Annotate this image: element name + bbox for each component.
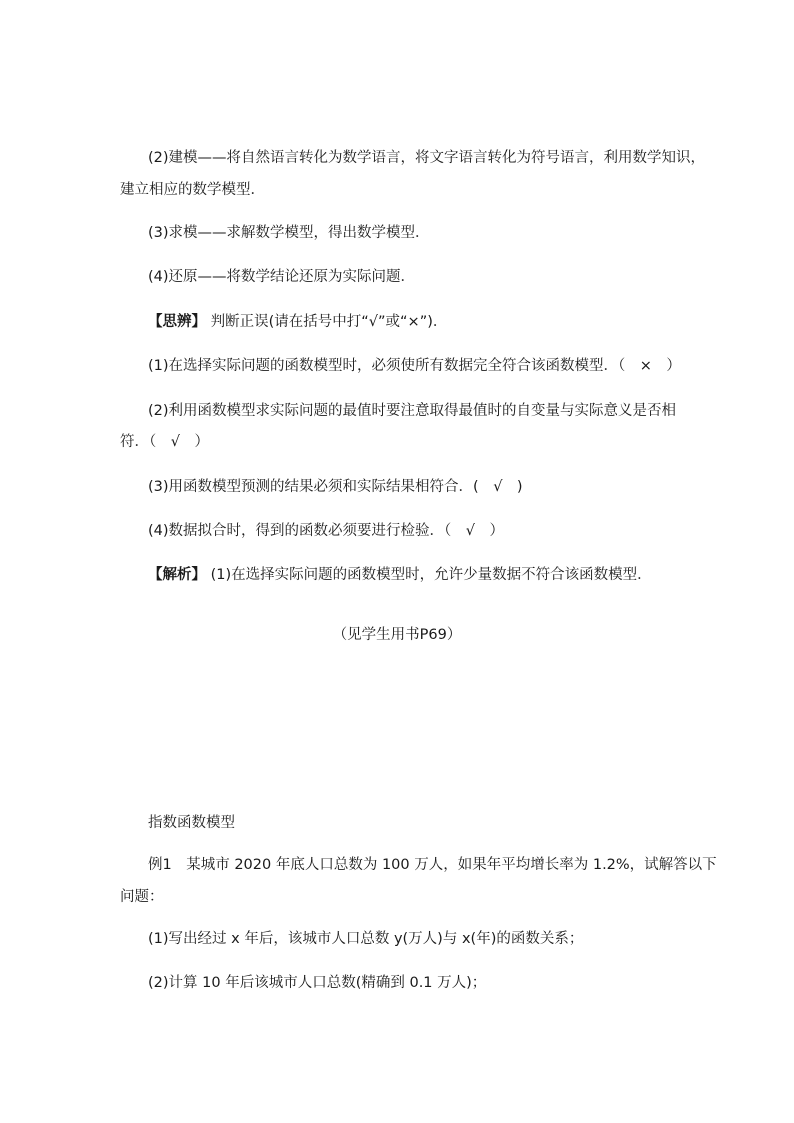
judgment-2-line2: 符．（ √ ） xyxy=(120,434,209,450)
example-question-2: (2)计算 10 年后该城市人口总数(精确到 0.1 万人)； xyxy=(148,975,487,991)
paragraph-modeling-line2: 建立相应的数学模型． xyxy=(120,182,265,198)
paragraph-solve: (3)求模——求解数学模型，得出数学模型． xyxy=(148,225,430,241)
judgment-1: (1)在选择实际问题的函数模型时，必须使所有数据完全符合该函数模型．（ × ） xyxy=(148,358,681,374)
paragraph-restore: (4)还原——将数学结论还原为实际问题． xyxy=(148,269,416,285)
example-question-1: (1)写出经过 x 年后，该城市人口总数 y(万人)与 x(年)的函数关系； xyxy=(148,931,584,947)
jiexi-tag: 【解析】 xyxy=(148,567,206,583)
judgment-3: (3)用函数模型预测的结果必须和实际结果相符合．( √ ) xyxy=(148,479,523,495)
jiexi-paragraph xyxy=(148,566,652,584)
example-line2: 问题： xyxy=(120,889,164,905)
sibian-text: 判断正误(请在括号中打“√”或“×”)． xyxy=(206,314,448,330)
example-line1: 例1 某城市 2020 年底人口总数为 100 万人，如果年平均增长率为 1.2%，试解答以下 xyxy=(148,857,717,873)
student-book-reference: （见学生用书P69） xyxy=(332,627,462,643)
sibian-heading xyxy=(148,313,447,331)
jiexi-text: (1)在选择实际问题的函数模型时，允许少量数据不符合该函数模型． xyxy=(206,567,652,583)
judgment-2-line1: (2)利用函数模型求实际问题的最值时要注意取得最值时的自变量与实际意义是否相 xyxy=(148,403,677,419)
paragraph-modeling-line1: (2)建模——将自然语言转化为数学语言，将文字语言转化为符号语言，利用数学知识， xyxy=(148,150,706,166)
judgment-4: (4)数据拟合时，得到的函数必须要进行检验．（ √ ） xyxy=(148,523,505,539)
section-title: 指数函数模型 xyxy=(148,815,235,831)
sibian-tag: 【思辨】 xyxy=(148,314,206,330)
